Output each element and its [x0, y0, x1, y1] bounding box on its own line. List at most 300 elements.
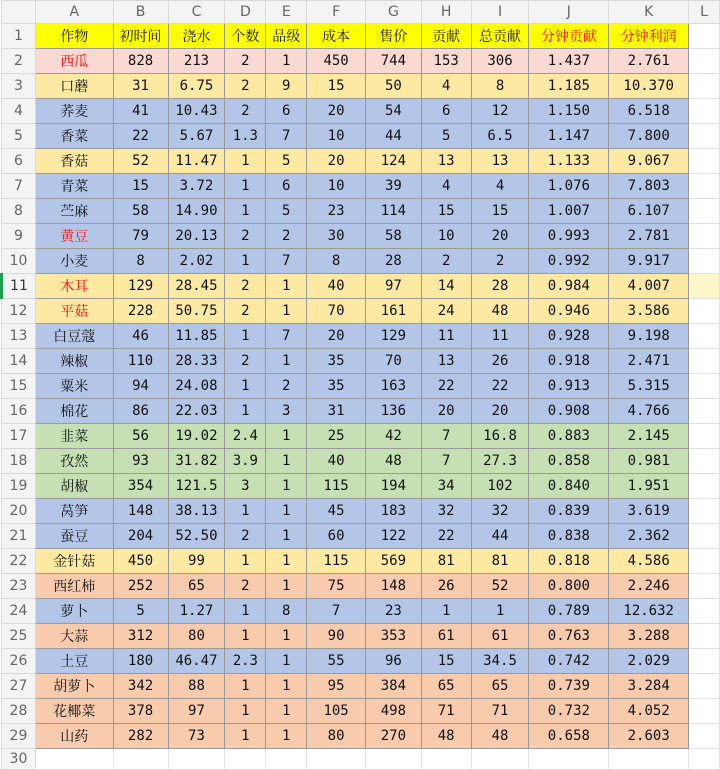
empty-cell[interactable]	[365, 749, 421, 770]
row-header-27[interactable]: 27	[2, 674, 36, 699]
table-cell[interactable]: 1	[225, 149, 266, 174]
table-cell[interactable]: 2.781	[609, 224, 689, 249]
empty-cell[interactable]	[689, 224, 720, 249]
header-cell[interactable]: 分钟贡献	[529, 24, 609, 49]
table-cell[interactable]: 3.9	[225, 449, 266, 474]
table-cell[interactable]: 65	[471, 674, 529, 699]
crop-name-cell[interactable]: 青菜	[35, 174, 113, 199]
table-cell[interactable]: 54	[365, 99, 421, 124]
table-cell[interactable]: 306	[471, 49, 529, 74]
table-cell[interactable]: 6.518	[609, 99, 689, 124]
table-cell[interactable]: 0.946	[529, 299, 609, 324]
table-cell[interactable]: 20	[307, 324, 366, 349]
table-cell[interactable]: 23	[365, 599, 421, 624]
empty-cell[interactable]	[689, 649, 720, 674]
column-header-h[interactable]: H	[421, 1, 471, 24]
table-cell[interactable]: 129	[113, 274, 168, 299]
table-cell[interactable]: 2.246	[609, 574, 689, 599]
table-cell[interactable]: 5.67	[168, 124, 225, 149]
empty-cell[interactable]	[35, 749, 113, 770]
table-cell[interactable]: 0.658	[529, 724, 609, 749]
table-cell[interactable]: 15	[307, 74, 366, 99]
row-header-7[interactable]: 7	[2, 174, 36, 199]
table-cell[interactable]: 7	[266, 124, 307, 149]
table-cell[interactable]: 9.917	[609, 249, 689, 274]
empty-cell[interactable]	[689, 574, 720, 599]
table-cell[interactable]: 94	[113, 374, 168, 399]
table-cell[interactable]: 1.133	[529, 149, 609, 174]
table-cell[interactable]: 12.632	[609, 599, 689, 624]
table-cell[interactable]: 2	[225, 524, 266, 549]
table-cell[interactable]: 31	[307, 399, 366, 424]
select-all-corner[interactable]	[2, 1, 36, 24]
empty-cell[interactable]	[689, 624, 720, 649]
table-cell[interactable]: 75	[307, 574, 366, 599]
table-cell[interactable]: 2	[225, 224, 266, 249]
table-cell[interactable]: 34	[421, 474, 471, 499]
row-header-5[interactable]: 5	[2, 124, 36, 149]
row-header-21[interactable]: 21	[2, 524, 36, 549]
table-cell[interactable]: 1.007	[529, 199, 609, 224]
table-cell[interactable]: 71	[421, 699, 471, 724]
table-cell[interactable]: 11.47	[168, 149, 225, 174]
empty-cell[interactable]	[113, 749, 168, 770]
column-header-f[interactable]: F	[307, 1, 366, 24]
table-cell[interactable]: 80	[168, 624, 225, 649]
table-cell[interactable]: 80	[307, 724, 366, 749]
table-cell[interactable]: 28.45	[168, 274, 225, 299]
table-cell[interactable]: 0.993	[529, 224, 609, 249]
table-cell[interactable]: 23	[307, 199, 366, 224]
table-cell[interactable]: 0.838	[529, 524, 609, 549]
table-cell[interactable]: 70	[307, 299, 366, 324]
header-cell[interactable]: 分钟利润	[609, 24, 689, 49]
table-cell[interactable]: 1	[421, 599, 471, 624]
table-cell[interactable]: 50.75	[168, 299, 225, 324]
table-cell[interactable]: 7	[266, 249, 307, 274]
table-cell[interactable]: 1	[266, 299, 307, 324]
empty-cell[interactable]	[609, 749, 689, 770]
table-cell[interactable]: 828	[113, 49, 168, 74]
table-cell[interactable]: 9.198	[609, 324, 689, 349]
crop-name-cell[interactable]: 土豆	[35, 649, 113, 674]
table-cell[interactable]: 39	[365, 174, 421, 199]
table-cell[interactable]: 22	[471, 374, 529, 399]
table-cell[interactable]: 96	[365, 649, 421, 674]
table-cell[interactable]: 20	[307, 99, 366, 124]
empty-cell[interactable]	[689, 424, 720, 449]
table-cell[interactable]: 31	[113, 74, 168, 99]
row-header-15[interactable]: 15	[2, 374, 36, 399]
table-cell[interactable]: 52.50	[168, 524, 225, 549]
table-cell[interactable]: 183	[365, 499, 421, 524]
table-cell[interactable]: 194	[365, 474, 421, 499]
table-cell[interactable]: 1	[225, 724, 266, 749]
table-cell[interactable]: 1	[266, 524, 307, 549]
table-cell[interactable]: 99	[168, 549, 225, 574]
table-cell[interactable]: 97	[365, 274, 421, 299]
table-cell[interactable]: 136	[365, 399, 421, 424]
table-cell[interactable]: 6.75	[168, 74, 225, 99]
table-cell[interactable]: 6.107	[609, 199, 689, 224]
row-header-25[interactable]: 25	[2, 624, 36, 649]
table-cell[interactable]: 2	[225, 349, 266, 374]
row-header-14[interactable]: 14	[2, 349, 36, 374]
row-header-19[interactable]: 19	[2, 474, 36, 499]
table-cell[interactable]: 40	[307, 274, 366, 299]
table-cell[interactable]: 122	[365, 524, 421, 549]
table-cell[interactable]: 45	[307, 499, 366, 524]
table-cell[interactable]: 3.288	[609, 624, 689, 649]
table-cell[interactable]: 48	[365, 449, 421, 474]
row-header-30[interactable]: 30	[2, 749, 36, 770]
table-cell[interactable]: 252	[113, 574, 168, 599]
empty-cell[interactable]	[307, 749, 366, 770]
column-header-j[interactable]: J	[529, 1, 609, 24]
table-cell[interactable]: 0.732	[529, 699, 609, 724]
crop-name-cell[interactable]: 木耳	[35, 274, 113, 299]
table-cell[interactable]: 2	[225, 99, 266, 124]
crop-name-cell[interactable]: 蚕豆	[35, 524, 113, 549]
table-cell[interactable]: 180	[113, 649, 168, 674]
table-cell[interactable]: 73	[168, 724, 225, 749]
table-cell[interactable]: 115	[307, 549, 366, 574]
table-cell[interactable]: 70	[365, 349, 421, 374]
crop-name-cell[interactable]: 花椰菜	[35, 699, 113, 724]
table-cell[interactable]: 7	[421, 449, 471, 474]
table-cell[interactable]: 6	[266, 174, 307, 199]
table-cell[interactable]: 4.766	[609, 399, 689, 424]
table-cell[interactable]: 7.803	[609, 174, 689, 199]
table-cell[interactable]: 2	[266, 224, 307, 249]
table-cell[interactable]: 20	[421, 399, 471, 424]
table-cell[interactable]: 1	[266, 674, 307, 699]
table-cell[interactable]: 11.85	[168, 324, 225, 349]
table-cell[interactable]: 450	[113, 549, 168, 574]
table-cell[interactable]: 129	[365, 324, 421, 349]
table-cell[interactable]: 22	[421, 524, 471, 549]
table-cell[interactable]: 1	[266, 349, 307, 374]
table-cell[interactable]: 2	[225, 49, 266, 74]
table-cell[interactable]: 2.761	[609, 49, 689, 74]
table-cell[interactable]: 1	[225, 199, 266, 224]
table-cell[interactable]: 48	[471, 299, 529, 324]
table-cell[interactable]: 204	[113, 524, 168, 549]
table-cell[interactable]: 38.13	[168, 499, 225, 524]
table-cell[interactable]: 6.5	[471, 124, 529, 149]
table-cell[interactable]: 58	[113, 199, 168, 224]
table-cell[interactable]: 2	[225, 574, 266, 599]
crop-name-cell[interactable]: 荞麦	[35, 99, 113, 124]
empty-cell[interactable]	[689, 474, 720, 499]
table-cell[interactable]: 312	[113, 624, 168, 649]
table-cell[interactable]: 55	[307, 649, 366, 674]
row-header-1[interactable]: 1	[2, 24, 36, 49]
table-cell[interactable]: 97	[168, 699, 225, 724]
table-cell[interactable]: 7.800	[609, 124, 689, 149]
header-cell[interactable]: 售价	[365, 24, 421, 49]
empty-cell[interactable]	[529, 749, 609, 770]
table-cell[interactable]: 102	[471, 474, 529, 499]
table-cell[interactable]: 22.03	[168, 399, 225, 424]
row-header-28[interactable]: 28	[2, 699, 36, 724]
table-cell[interactable]: 0.883	[529, 424, 609, 449]
crop-name-cell[interactable]: 山药	[35, 724, 113, 749]
table-cell[interactable]: 1.150	[529, 99, 609, 124]
table-cell[interactable]: 81	[421, 549, 471, 574]
header-cell[interactable]: 品级	[266, 24, 307, 49]
table-cell[interactable]: 71	[471, 699, 529, 724]
table-cell[interactable]: 1	[225, 699, 266, 724]
table-cell[interactable]: 342	[113, 674, 168, 699]
table-cell[interactable]: 5	[266, 149, 307, 174]
table-cell[interactable]: 1	[225, 374, 266, 399]
crop-name-cell[interactable]: 粟米	[35, 374, 113, 399]
table-cell[interactable]: 148	[113, 499, 168, 524]
table-cell[interactable]: 0.840	[529, 474, 609, 499]
table-cell[interactable]: 0.918	[529, 349, 609, 374]
table-cell[interactable]: 163	[365, 374, 421, 399]
table-cell[interactable]: 0.858	[529, 449, 609, 474]
table-cell[interactable]: 6	[266, 99, 307, 124]
crop-name-cell[interactable]: 香菜	[35, 124, 113, 149]
table-cell[interactable]: 41	[113, 99, 168, 124]
empty-cell[interactable]	[689, 674, 720, 699]
header-cell[interactable]: 贡献	[421, 24, 471, 49]
header-cell[interactable]: 初时间	[113, 24, 168, 49]
table-cell[interactable]: 32	[421, 499, 471, 524]
empty-cell[interactable]	[225, 749, 266, 770]
table-cell[interactable]: 0.789	[529, 599, 609, 624]
row-header-23[interactable]: 23	[2, 574, 36, 599]
table-cell[interactable]: 0.928	[529, 324, 609, 349]
table-cell[interactable]: 0.839	[529, 499, 609, 524]
table-cell[interactable]: 1	[225, 249, 266, 274]
crop-name-cell[interactable]: 香菇	[35, 149, 113, 174]
empty-cell[interactable]	[689, 49, 720, 74]
table-cell[interactable]: 48	[421, 724, 471, 749]
table-cell[interactable]: 3	[225, 474, 266, 499]
table-cell[interactable]: 13	[471, 149, 529, 174]
crop-name-cell[interactable]: 口蘑	[35, 74, 113, 99]
table-cell[interactable]: 3.586	[609, 299, 689, 324]
table-cell[interactable]: 6	[421, 99, 471, 124]
empty-cell[interactable]	[689, 724, 720, 749]
table-cell[interactable]: 2	[225, 74, 266, 99]
empty-cell[interactable]	[689, 749, 720, 770]
table-cell[interactable]: 20.13	[168, 224, 225, 249]
table-cell[interactable]: 35	[307, 349, 366, 374]
table-cell[interactable]: 14	[421, 274, 471, 299]
table-cell[interactable]: 20	[307, 149, 366, 174]
table-cell[interactable]: 3.619	[609, 499, 689, 524]
table-cell[interactable]: 4.007	[609, 274, 689, 299]
table-cell[interactable]: 1	[266, 624, 307, 649]
table-cell[interactable]: 8	[266, 599, 307, 624]
crop-name-cell[interactable]: 苎麻	[35, 199, 113, 224]
table-cell[interactable]: 0.913	[529, 374, 609, 399]
table-cell[interactable]: 11	[421, 324, 471, 349]
table-cell[interactable]: 2.02	[168, 249, 225, 274]
table-cell[interactable]: 10.370	[609, 74, 689, 99]
table-cell[interactable]: 4.052	[609, 699, 689, 724]
row-header-24[interactable]: 24	[2, 599, 36, 624]
table-cell[interactable]: 2.471	[609, 349, 689, 374]
table-cell[interactable]: 46	[113, 324, 168, 349]
table-cell[interactable]: 1	[225, 624, 266, 649]
table-cell[interactable]: 121.5	[168, 474, 225, 499]
table-cell[interactable]: 569	[365, 549, 421, 574]
crop-name-cell[interactable]: 孜然	[35, 449, 113, 474]
table-cell[interactable]: 42	[365, 424, 421, 449]
table-cell[interactable]: 1	[266, 549, 307, 574]
row-header-16[interactable]: 16	[2, 399, 36, 424]
table-cell[interactable]: 58	[365, 224, 421, 249]
table-cell[interactable]: 25	[307, 424, 366, 449]
table-cell[interactable]: 90	[307, 624, 366, 649]
empty-cell[interactable]	[689, 524, 720, 549]
table-cell[interactable]: 0.763	[529, 624, 609, 649]
empty-cell[interactable]	[266, 749, 307, 770]
table-cell[interactable]: 153	[421, 49, 471, 74]
table-cell[interactable]: 1	[266, 574, 307, 599]
table-cell[interactable]: 88	[168, 674, 225, 699]
empty-cell[interactable]	[421, 749, 471, 770]
table-cell[interactable]: 15	[421, 649, 471, 674]
crop-name-cell[interactable]: 棉花	[35, 399, 113, 424]
table-cell[interactable]: 270	[365, 724, 421, 749]
empty-cell[interactable]	[689, 349, 720, 374]
empty-cell[interactable]	[689, 599, 720, 624]
table-cell[interactable]: 1.147	[529, 124, 609, 149]
row-header-3[interactable]: 3	[2, 74, 36, 99]
table-cell[interactable]: 1	[471, 599, 529, 624]
table-cell[interactable]: 2	[225, 299, 266, 324]
table-cell[interactable]: 2	[471, 249, 529, 274]
table-cell[interactable]: 24.08	[168, 374, 225, 399]
table-cell[interactable]: 148	[365, 574, 421, 599]
table-cell[interactable]: 35	[307, 374, 366, 399]
table-cell[interactable]: 0.739	[529, 674, 609, 699]
table-cell[interactable]: 1	[266, 499, 307, 524]
table-cell[interactable]: 27.3	[471, 449, 529, 474]
table-cell[interactable]: 95	[307, 674, 366, 699]
table-cell[interactable]: 9	[266, 74, 307, 99]
table-cell[interactable]: 8	[471, 74, 529, 99]
table-cell[interactable]: 22	[113, 124, 168, 149]
table-cell[interactable]: 26	[471, 349, 529, 374]
table-cell[interactable]: 4	[421, 74, 471, 99]
table-cell[interactable]: 2.145	[609, 424, 689, 449]
table-cell[interactable]: 28.33	[168, 349, 225, 374]
crop-name-cell[interactable]: 莴笋	[35, 499, 113, 524]
table-cell[interactable]: 9.067	[609, 149, 689, 174]
crop-name-cell[interactable]: 小麦	[35, 249, 113, 274]
table-cell[interactable]: 0.984	[529, 274, 609, 299]
table-cell[interactable]: 1	[225, 499, 266, 524]
table-cell[interactable]: 61	[421, 624, 471, 649]
table-cell[interactable]: 105	[307, 699, 366, 724]
empty-cell[interactable]	[689, 374, 720, 399]
empty-cell[interactable]	[689, 549, 720, 574]
crop-name-cell[interactable]: 胡椒	[35, 474, 113, 499]
table-cell[interactable]: 110	[113, 349, 168, 374]
table-cell[interactable]: 13	[421, 149, 471, 174]
table-cell[interactable]: 79	[113, 224, 168, 249]
crop-name-cell[interactable]: 萝卜	[35, 599, 113, 624]
table-cell[interactable]: 228	[113, 299, 168, 324]
table-cell[interactable]: 16.8	[471, 424, 529, 449]
row-header-8[interactable]: 8	[2, 199, 36, 224]
table-cell[interactable]: 2	[225, 274, 266, 299]
table-cell[interactable]: 30	[307, 224, 366, 249]
row-header-26[interactable]: 26	[2, 649, 36, 674]
empty-cell[interactable]	[689, 299, 720, 324]
table-cell[interactable]: 3.284	[609, 674, 689, 699]
table-cell[interactable]: 1	[266, 424, 307, 449]
table-cell[interactable]: 24	[421, 299, 471, 324]
table-cell[interactable]: 1	[225, 399, 266, 424]
table-cell[interactable]: 1	[225, 549, 266, 574]
column-header-l[interactable]: L	[689, 1, 720, 24]
table-cell[interactable]: 1	[266, 474, 307, 499]
table-cell[interactable]: 15	[421, 199, 471, 224]
table-cell[interactable]: 22	[421, 374, 471, 399]
table-cell[interactable]: 10	[307, 124, 366, 149]
table-cell[interactable]: 5	[113, 599, 168, 624]
table-cell[interactable]: 31.82	[168, 449, 225, 474]
table-cell[interactable]: 32	[471, 499, 529, 524]
table-cell[interactable]: 61	[471, 624, 529, 649]
table-cell[interactable]: 282	[113, 724, 168, 749]
crop-name-cell[interactable]: 胡萝卜	[35, 674, 113, 699]
table-cell[interactable]: 93	[113, 449, 168, 474]
empty-cell[interactable]	[689, 274, 720, 299]
header-cell[interactable]: 个数	[225, 24, 266, 49]
table-cell[interactable]: 124	[365, 149, 421, 174]
row-header-11[interactable]: 11	[2, 274, 36, 299]
table-cell[interactable]: 10	[307, 174, 366, 199]
table-cell[interactable]: 1	[266, 724, 307, 749]
empty-cell[interactable]	[689, 699, 720, 724]
table-cell[interactable]: 14.90	[168, 199, 225, 224]
table-cell[interactable]: 1	[266, 699, 307, 724]
row-header-4[interactable]: 4	[2, 99, 36, 124]
column-header-e[interactable]: E	[266, 1, 307, 24]
table-cell[interactable]: 5	[266, 199, 307, 224]
table-cell[interactable]: 378	[113, 699, 168, 724]
table-cell[interactable]: 28	[471, 274, 529, 299]
table-cell[interactable]: 354	[113, 474, 168, 499]
table-cell[interactable]: 384	[365, 674, 421, 699]
table-cell[interactable]: 1.076	[529, 174, 609, 199]
table-cell[interactable]: 8	[307, 249, 366, 274]
column-header-a[interactable]: A	[35, 1, 113, 24]
table-cell[interactable]: 115	[307, 474, 366, 499]
table-cell[interactable]: 10.43	[168, 99, 225, 124]
table-cell[interactable]: 1	[225, 599, 266, 624]
row-header-12[interactable]: 12	[2, 299, 36, 324]
column-header-d[interactable]: D	[225, 1, 266, 24]
empty-cell[interactable]	[689, 149, 720, 174]
table-cell[interactable]: 498	[365, 699, 421, 724]
table-cell[interactable]: 0.818	[529, 549, 609, 574]
header-cell[interactable]: 作物	[35, 24, 113, 49]
table-cell[interactable]: 26	[421, 574, 471, 599]
table-cell[interactable]: 4	[421, 174, 471, 199]
crop-name-cell[interactable]: 西红柿	[35, 574, 113, 599]
table-cell[interactable]: 1.437	[529, 49, 609, 74]
